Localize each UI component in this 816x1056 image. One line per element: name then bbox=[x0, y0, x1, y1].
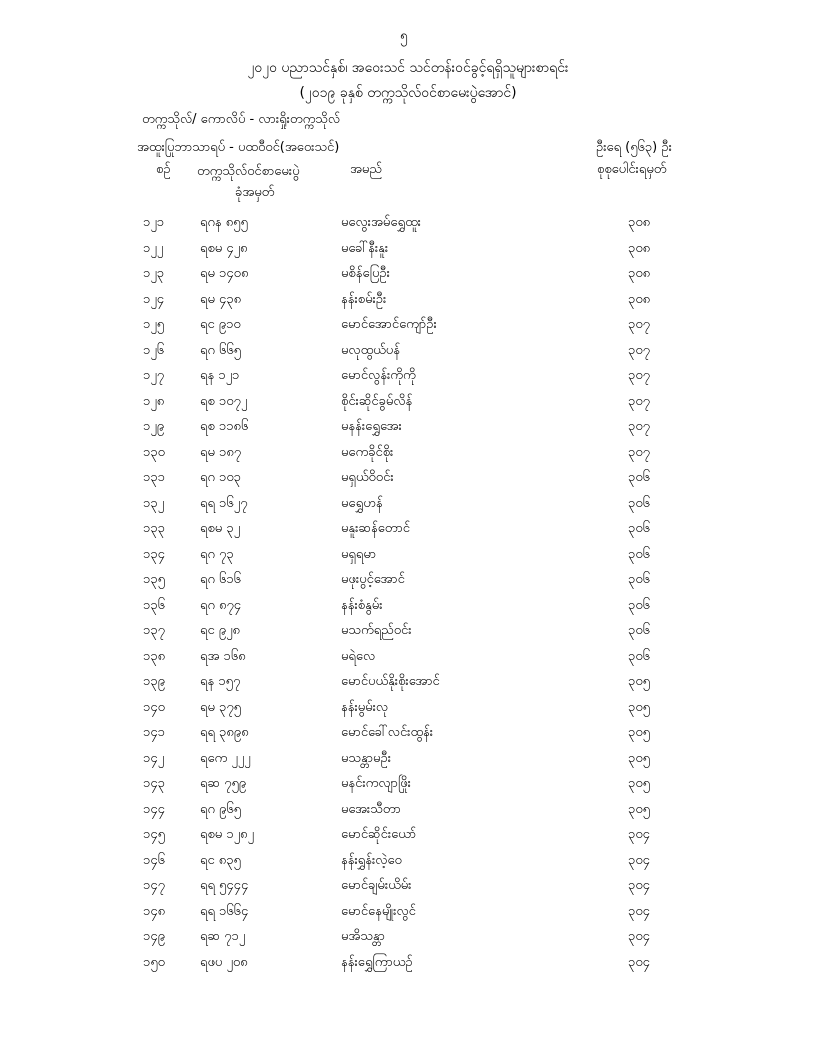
serial-no-cell: ၁၅၀ bbox=[143, 954, 165, 970]
table-row bbox=[0, 466, 816, 492]
total-marks-cell: ၃၀၇ bbox=[628, 419, 650, 434]
table-row bbox=[0, 823, 816, 849]
table-row bbox=[0, 313, 816, 339]
header-name: အမည် bbox=[350, 162, 382, 177]
roll-number-cell: ရဂ ၇၃ bbox=[200, 546, 234, 562]
table-row bbox=[0, 772, 816, 798]
total-marks-cell: ၃၀၆ bbox=[628, 572, 650, 587]
student-name-cell: စိုင်းဆိုင်ခွမ်လိန် bbox=[341, 393, 413, 409]
table-row bbox=[0, 517, 816, 543]
header-total-marks: စုစုပေါင်းရမှတ် bbox=[597, 162, 667, 177]
student-name-cell: မောင်ပယ်နိုးစိုးအောင် bbox=[341, 674, 440, 689]
serial-no-cell: ၁၂၇ bbox=[143, 368, 165, 383]
roll-number-cell: ရရ ၁၆၆၄ bbox=[200, 903, 249, 919]
table-row bbox=[0, 237, 816, 263]
serial-no-cell: ၁၃၀ bbox=[143, 444, 165, 460]
serial-no-cell: ၁၄၃ bbox=[143, 776, 165, 791]
student-name-cell: နန်းရွှေကြာယဉ် bbox=[341, 954, 413, 970]
roll-number-cell: ရင ၉၁၀ bbox=[200, 317, 241, 332]
table-row bbox=[0, 543, 816, 569]
table-row bbox=[0, 747, 816, 773]
total-marks-cell: ၃၀၈ bbox=[628, 215, 651, 230]
table-row bbox=[0, 390, 816, 416]
serial-no-cell: ၁၃၉ bbox=[143, 674, 165, 689]
serial-no-cell: ၁၄၁ bbox=[143, 725, 165, 740]
table-row bbox=[0, 288, 816, 314]
serial-no-cell: ၁၃၇ bbox=[143, 623, 165, 638]
serial-no-cell: ၁၂၈ bbox=[143, 393, 165, 409]
serial-no-cell: ၁၄၄ bbox=[143, 801, 165, 817]
total-marks-cell: ၃၀၅ bbox=[628, 699, 650, 715]
roll-number-cell: ရဂ ၈၇၄ bbox=[200, 597, 242, 613]
roll-number-cell: ရကေ ၂၂၂ bbox=[200, 750, 251, 766]
table-row bbox=[0, 670, 816, 696]
table-row bbox=[0, 619, 816, 645]
total-marks-cell: ၃၀၈ bbox=[628, 291, 651, 307]
total-marks-cell: ၃၀၈ bbox=[628, 266, 651, 281]
roll-number-cell: ရင ၈၃၅ bbox=[200, 852, 241, 868]
document-title: ၂၀၂၀ ပညာသင်နှစ်၊ အဝေးသင် သင်တန်းဝင်ခွင့်ရရှိသူများစာရင်း bbox=[247, 60, 569, 76]
roll-number-cell: ရမ ၃၇၅ bbox=[200, 699, 241, 715]
roll-number-cell: ရမ ၄၃၈ bbox=[200, 291, 242, 307]
table-row bbox=[0, 568, 816, 594]
roll-number-cell: ရဖပ ၂၀၈ bbox=[200, 954, 248, 970]
total-marks-cell: ၃၀၆ bbox=[628, 470, 650, 485]
total-marks-cell: ၃၀၄ bbox=[628, 827, 650, 842]
table-row bbox=[0, 849, 816, 875]
roll-number-cell: ရရ ၁၆၂၇ bbox=[200, 495, 248, 511]
student-name-cell: မရဲလေ bbox=[341, 648, 376, 664]
serial-no-cell: ၁၂၃ bbox=[143, 266, 165, 281]
table-row bbox=[0, 262, 816, 288]
total-marks-cell: ၃၀၇ bbox=[628, 368, 650, 383]
major-subject-line: အထူးပြုဘာသာရပ် - ပထဝီဝင်(အဝေးသင်) bbox=[137, 140, 340, 155]
roll-number-cell: ရအ ၁၆၈ bbox=[200, 648, 246, 664]
total-marks-cell: ၃၀၆ bbox=[628, 521, 650, 536]
student-name-cell: မောင်ဆိုင်းယော် bbox=[341, 827, 417, 842]
table-row bbox=[0, 721, 816, 747]
total-marks-cell: ၃၀၆ bbox=[628, 623, 650, 638]
student-name-cell: မအိသန္တာ bbox=[341, 929, 385, 944]
roll-number-cell: ရရ ၃၈၉၈ bbox=[200, 725, 249, 740]
header-roll-number bbox=[197, 161, 300, 203]
student-name-cell: နန်းမွမ်းလု bbox=[341, 699, 389, 715]
serial-no-cell: ၁၄၇ bbox=[143, 878, 165, 893]
serial-no-cell: ၁၃၆ bbox=[143, 597, 165, 613]
header-roll-line1: တက္ကသိုလ်ဝင်စာမေးပွဲ bbox=[197, 164, 300, 179]
student-name-cell: မသက်ရည်ဝင်း bbox=[341, 623, 412, 638]
roll-number-cell: ရန ၁၂၁ bbox=[200, 368, 240, 383]
student-name-cell: မအေးသီတာ bbox=[341, 801, 401, 817]
student-name-cell: နန်းစံနွမ်း bbox=[341, 597, 383, 613]
student-name-cell: မနင်းကလျာဖြိုး bbox=[341, 776, 411, 791]
student-name-cell: မရှယ်ဝိဝင်း bbox=[341, 470, 394, 485]
student-name-cell: မနန်းရွှေအေး bbox=[341, 419, 402, 434]
student-name-cell: မလွေးအမ်ရွှေထူး bbox=[341, 215, 421, 230]
total-marks-cell: ၃၀၄ bbox=[628, 903, 650, 919]
roll-number-cell: ရစမ ၃၂ bbox=[200, 521, 241, 536]
total-marks-cell: ၃၀၄ bbox=[628, 878, 650, 893]
roll-number-cell: ရဂ ၁၀၃ bbox=[200, 470, 241, 485]
total-marks-cell: ၃၀၅ bbox=[628, 801, 650, 817]
header-roll-line2: ခုံအမှတ် bbox=[235, 185, 275, 200]
serial-no-cell: ၁၄၆ bbox=[143, 852, 165, 868]
total-marks-cell: ၃၀၆ bbox=[628, 648, 650, 664]
serial-no-cell: ၁၄၈ bbox=[143, 903, 166, 919]
student-name-cell: မလုထွယ်ပန် bbox=[341, 342, 400, 358]
roll-number-cell: ရစ ၁၀၇၂ bbox=[200, 393, 248, 409]
student-name-cell: မနူးဆန်တောင် bbox=[341, 521, 411, 536]
total-marks-cell: ၃၀၅ bbox=[628, 725, 650, 740]
roll-number-cell: ရမ ၁၄၀၈ bbox=[200, 266, 249, 281]
serial-no-cell: ၁၂၅ bbox=[143, 317, 165, 332]
table-row bbox=[0, 951, 816, 977]
roll-number-cell: ရစမ ၄၂၈ bbox=[200, 240, 248, 256]
table-row bbox=[0, 594, 816, 620]
table-row bbox=[0, 415, 816, 441]
document-subtitle: (၂၀၁၉ ခုနှစ် တက္ကသိုလ်ဝင်စာမေးပွဲအောင်) bbox=[299, 85, 517, 101]
total-marks-cell: ၃၀၅ bbox=[628, 674, 650, 689]
serial-no-cell: ၁၂၁ bbox=[143, 215, 165, 230]
serial-no-cell: ၁၃၃ bbox=[143, 521, 165, 536]
serial-no-cell: ၁၃၁ bbox=[143, 470, 165, 485]
student-name-cell: မောင်အောင်ကျော်ဦး bbox=[341, 317, 437, 332]
total-marks-cell: ၃၀၅ bbox=[628, 750, 650, 766]
student-name-cell: မရှရမာ bbox=[341, 546, 377, 562]
student-name-cell: မောင်ခေါ်လင်းထွန်း bbox=[341, 725, 434, 740]
student-name-cell: မောင်ချမ်းယိမ်း bbox=[341, 878, 412, 893]
table-row bbox=[0, 492, 816, 518]
serial-no-cell: ၁၂၂ bbox=[143, 240, 164, 256]
total-marks-cell: ၃၀၅ bbox=[628, 776, 650, 791]
student-name-cell: မရွှေဟန် bbox=[341, 495, 383, 511]
roll-number-cell: ရဆ ၇၁၂ bbox=[200, 929, 246, 944]
roll-number-cell: ရဂန ၈၅၅ bbox=[200, 215, 248, 230]
student-name-cell: မသန္တာမဦး bbox=[341, 750, 391, 766]
serial-no-cell: ၁၄၂ bbox=[143, 750, 165, 766]
student-name-cell: မစိန်ပြေဦး bbox=[341, 266, 390, 281]
student-name-cell: နန်းစမ်းဦး bbox=[341, 291, 387, 307]
total-marks-cell: ၃၀၄ bbox=[628, 929, 650, 944]
roll-number-cell: ရဆ ၇၅၉ bbox=[200, 776, 247, 791]
table-row bbox=[0, 441, 816, 467]
serial-no-cell: ၁၃၂ bbox=[143, 495, 165, 511]
roll-number-cell: ရဂ ၉၆၅ bbox=[200, 801, 241, 817]
roll-number-cell: ရဂ ၆၁၆ bbox=[200, 572, 241, 587]
roll-number-cell: ရစမ ၁၂၈၂ bbox=[200, 827, 254, 842]
table-row bbox=[0, 925, 816, 951]
results-table bbox=[0, 211, 816, 976]
serial-no-cell: ၁၃၈ bbox=[143, 648, 166, 664]
table-row bbox=[0, 339, 816, 365]
total-marks-cell: ၃၀၇ bbox=[628, 342, 650, 358]
student-name-cell: မောင်လွန်းကိုကို bbox=[341, 368, 416, 383]
total-marks-cell: ၃၀၇ bbox=[628, 317, 650, 332]
serial-no-cell: ၁၄၅ bbox=[143, 827, 165, 842]
header-serial-no: စဉ် bbox=[156, 162, 171, 177]
total-count: ဦးရေ (၅၆၃) ဦး bbox=[596, 140, 672, 155]
student-name-cell: မကေခိုင်စိုး bbox=[341, 444, 394, 460]
roll-number-cell: ရရ ၅၄၄၄ bbox=[200, 878, 249, 893]
total-marks-cell: ၃၀၆ bbox=[628, 597, 650, 613]
roll-number-cell: ရင ၉၂၈ bbox=[200, 623, 240, 638]
roll-number-cell: ရမ ၁၈၇ bbox=[200, 444, 242, 460]
table-row bbox=[0, 900, 816, 926]
total-marks-cell: ၃၀၇ bbox=[628, 393, 650, 409]
total-marks-cell: ၃၀၆ bbox=[628, 495, 650, 511]
serial-no-cell: ၁၂၆ bbox=[143, 342, 165, 358]
serial-no-cell: ၁၃၅ bbox=[143, 572, 165, 587]
serial-no-cell: ၁၄၀ bbox=[143, 699, 165, 715]
serial-no-cell: ၁၄၉ bbox=[143, 929, 165, 944]
serial-no-cell: ၁၂၄ bbox=[143, 291, 165, 307]
table-row bbox=[0, 364, 816, 390]
table-row bbox=[0, 798, 816, 824]
page-number: ၅ bbox=[400, 28, 408, 44]
table-row bbox=[0, 696, 816, 722]
table-row bbox=[0, 874, 816, 900]
student-name-cell: မခေါ်နီးနူး bbox=[341, 240, 389, 256]
student-name-cell: မဖုးပွင့်အောင် bbox=[341, 572, 405, 587]
roll-number-cell: ရဂ ၆၆၅ bbox=[200, 342, 241, 358]
student-name-cell: မောင်နေမျိုးလွင် bbox=[341, 903, 416, 919]
roll-number-cell: ရန ၁၅၇ bbox=[200, 674, 241, 689]
serial-no-cell: ၁၂၉ bbox=[143, 419, 165, 434]
total-marks-cell: ၃၀၇ bbox=[628, 444, 650, 460]
total-marks-cell: ၃၀၄ bbox=[628, 954, 650, 970]
serial-no-cell: ၁၃၄ bbox=[143, 546, 165, 562]
table-row bbox=[0, 211, 816, 237]
table-row bbox=[0, 645, 816, 671]
total-marks-cell: ၃၀၈ bbox=[628, 240, 651, 256]
student-name-cell: နန်းရွှန်းလဲ့ဝေ bbox=[341, 852, 402, 868]
total-marks-cell: ၃၀၆ bbox=[628, 546, 650, 562]
total-marks-cell: ၃၀၄ bbox=[628, 852, 650, 868]
university-line: တက္ကသိုလ်/ ကောလိပ် - လားရှိုးတက္ကသိုလ် bbox=[142, 112, 341, 127]
roll-number-cell: ရစ ၁၁၈၆ bbox=[200, 419, 249, 434]
